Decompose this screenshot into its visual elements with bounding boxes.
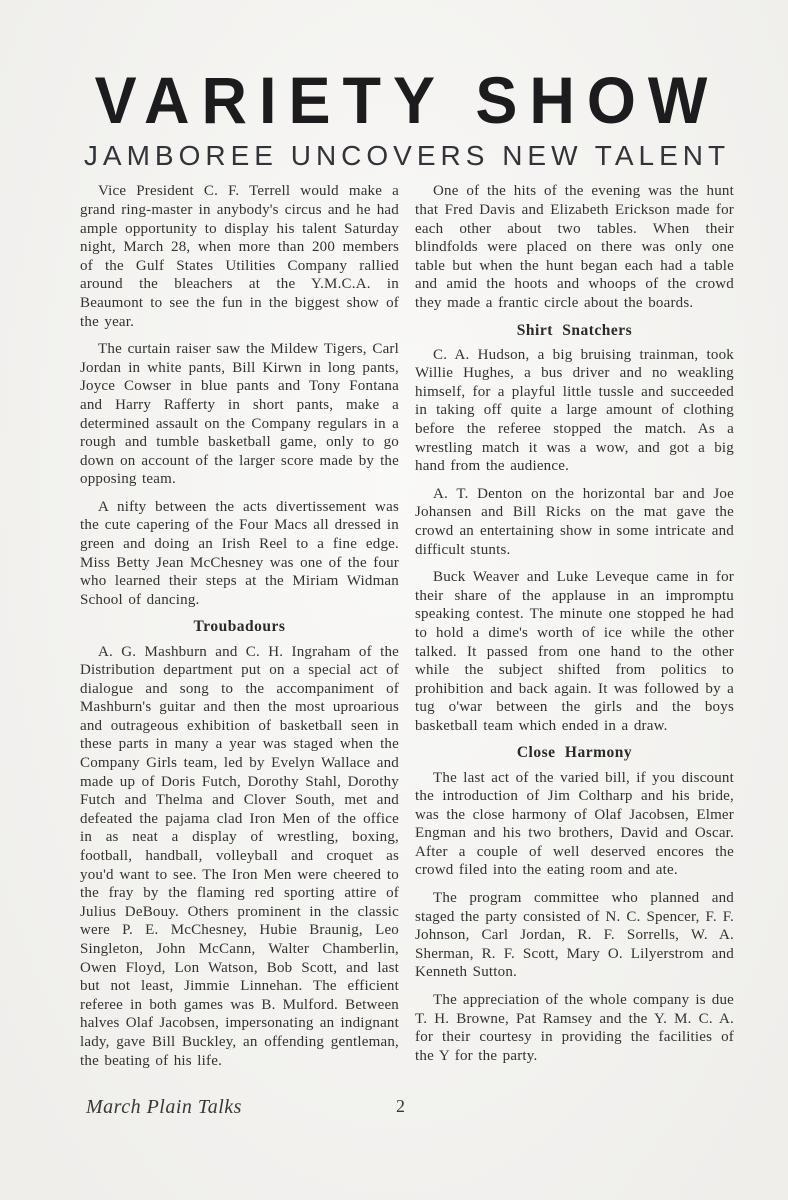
article-header: [80, 64, 734, 171]
page-number: 2: [396, 1096, 405, 1116]
paragraph-table-hunt: One of the hits of the evening was the hunt that Fred Davis and Elizabeth Erickson made for each other about two tables. When their blindfolds were placed on there was only one table but when the hunt began each had a table and amid the hoots and whoops of the crowd they made a frantic circle about the boards.: [415, 183, 734, 311]
paragraph-four-macs: A nifty between the acts divertissement was the cute capering of the Four Macs all dressed in green and doing an Irish Reel to a fine edge. Miss Betty Jean McChesney was one of the four who learned their steps at the Miriam Widman School of dancing.: [80, 498, 399, 608]
page-title: VARIETY SHOW: [94, 64, 720, 138]
paragraph-terrell-intro: Vice President C. F. Terrell would make a grand ring-master in anybody's circus and he had ample opportunity to display his talent Saturday night, March 28, when more than 200 members of the Gulf States Utilities Company rallied around the bleachers at the Y.M.C.A. in Beaumont to see the fun in the biggest show of the year.: [80, 183, 399, 330]
section-heading-close-harmony: Close Harmony: [516, 744, 633, 762]
page-subtitle: JAMBOREE UNCOVERS NEW TALENT: [83, 140, 731, 171]
right-column: [415, 182, 734, 1079]
paragraph-hudson-hughes: C. A. Hudson, a big bruising trainman, took Willie Hughes, a bus driver and no weakling himself, for a playful little tussle and succeeded in taking off quite a large amount of clothing before the referee stopped the match. As a wrestling match it was a wow, and got a big hand from the audience.: [415, 346, 734, 475]
section-heading-troubadours: Troubadours: [193, 618, 286, 636]
page-footer: [80, 1096, 734, 1126]
section-heading-shirt-snatchers: Shirt Snatchers: [516, 321, 633, 339]
paragraph-speaking-contest: Buck Weaver and Luke Leveque came in for their share of the applause in an impromptu speaking contest. The minute one stopped he had to hold a dime's worth of ice while the other talked. It passed from one hand to the other while the subject shifted from politics to prohibition and back again. It was followed by a tug o'war between the girls and the boys basketball team which ended in a draw.: [415, 569, 734, 734]
paragraph-appreciation: The appreciation of the whole company is due T. H. Browne, Pat Ramsey and the Y. M. C. A. for their courtesy in providing the facilities of the Y for the party.: [415, 992, 734, 1064]
paragraph-close-harmony: The last act of the varied bill, if you discount the introduction of Jim Coltharp and his bride, was the close harmony of Olaf Jacobsen, Elmer Engman and his two brothers, David and Oscar. After a couple of well deserved encores the crowd filed into the eating room and ate.: [415, 769, 734, 879]
article-body: [80, 182, 734, 1079]
paragraph-denton-stunts: A. T. Denton on the horizontal bar and Joe Johansen and Bill Ricks on the mat gave the crowd an entertaining show in some intricate and difficult stunts.: [415, 485, 734, 558]
paragraph-program-committee: The program committee who planned and staged the party consisted of N. C. Spencer, F. F. Johnson, Carl Jordan, R. F. Sorrells, W. A. Sherman, R. F. Scott, Mary O. Lilyerstrom and Kenneth Sutton.: [415, 890, 734, 981]
publication-name: March Plain Talks: [86, 1096, 242, 1118]
paragraph-curtain-raiser: The curtain raiser saw the Mildew Tigers, Carl Jordan in white pants, Bill Kirwn in long pants, Joyce Cowser in blue pants and Tony Fontana and Harry Rafferty in short pants, make a determined assault on the Company regulars in a rough and tumble basketball game, only to go down on account of the larger score made by the opposing team.: [80, 341, 399, 488]
left-column: [80, 182, 399, 1079]
paragraph-troubadours: A. G. Mashburn and C. H. Ingraham of the Distribution department put on a special act of dialogue and song to the accompaniment of Mashburn's guitar and then the most uproarious and outrageous exhibition of basketball seen in these parts in many a year was staged when the Company Girls team, led by Evelyn Wallace and made up of Doris Futch, Dorothy Stahl, Dorothy Futch and Thelma and Clover South, met and defeated the pajama clad Iron Men of the office in as neat a display of wrestling, boxing, football, handball, volleyball and croquet as you'd want to see. The Iron Men were cheered to the fray by the flaming red sporting attire of Julius DeBouy. Others prominent in the classic were P. E. McChesney, Hubie Braunig, Leo Singleton, John McCann, Walter Chamberlin, Owen Floyd, Lon Watson, Bob Scott, and last but not least, Jimmie Linnehan. The efficient referee in both games was B. Mulford. Between halves Olaf Jacobsen, impersonating an indignant lady, gave Bill Buckley, an offending gentleman, the beating of his life.: [80, 643, 399, 1069]
